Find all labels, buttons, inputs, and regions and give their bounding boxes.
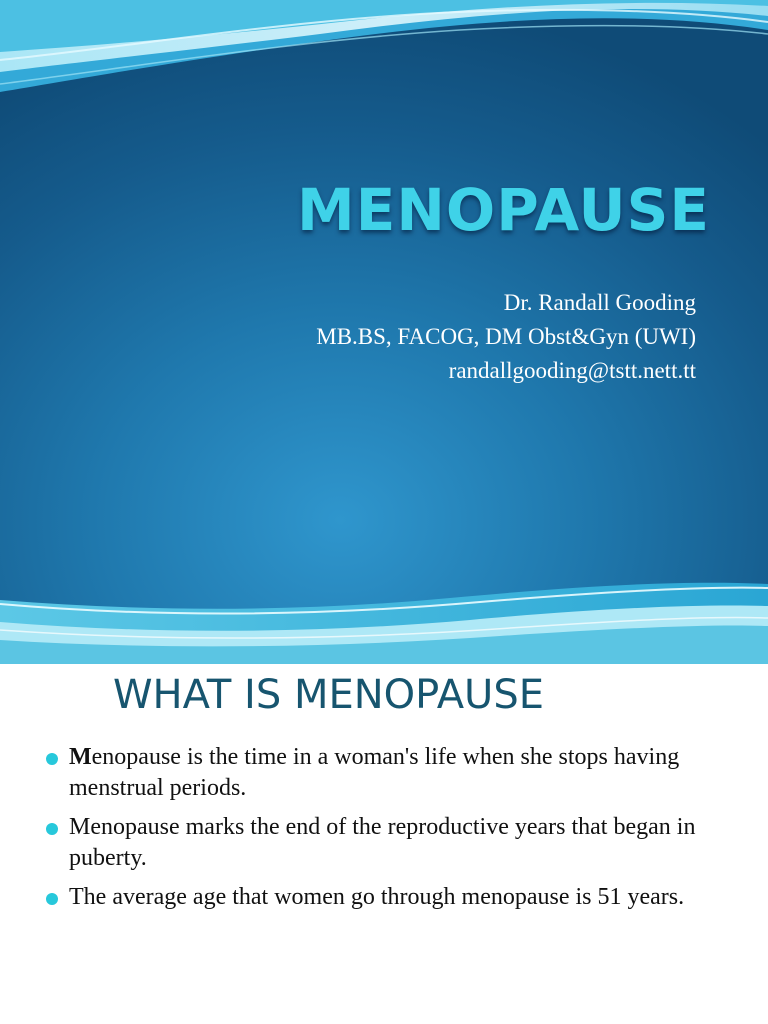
author-email: randallgooding@tstt.nett.tt	[448, 358, 696, 383]
slide-heading: WHAT IS MENOPAUSE	[113, 672, 544, 718]
bullet-list	[46, 742, 746, 921]
bullet-dot-icon	[46, 893, 58, 905]
author-credentials: MB.BS, FACOG, DM Obst&Gyn (UWI)	[316, 324, 696, 349]
bullet-text: Menopause marks the end of the reproductive years that began in puberty.	[69, 814, 696, 871]
bullet-item	[46, 742, 746, 804]
bullet-text: enopause is the time in a woman's life when she stops having menstrual periods.	[69, 744, 680, 801]
bullet-lead: M	[69, 744, 92, 770]
bullet-dot-icon	[46, 753, 58, 765]
presentation-title: MENOPAUSE	[297, 176, 710, 244]
content-slide	[0, 664, 768, 1024]
bullet-item	[46, 882, 746, 913]
author-name: Dr. Randall Gooding	[503, 290, 696, 315]
bullet-dot-icon	[46, 823, 58, 835]
author-block	[316, 286, 696, 388]
bullet-item	[46, 812, 746, 874]
bullet-text: The average age that women go through menopause is 51 years.	[69, 884, 685, 910]
